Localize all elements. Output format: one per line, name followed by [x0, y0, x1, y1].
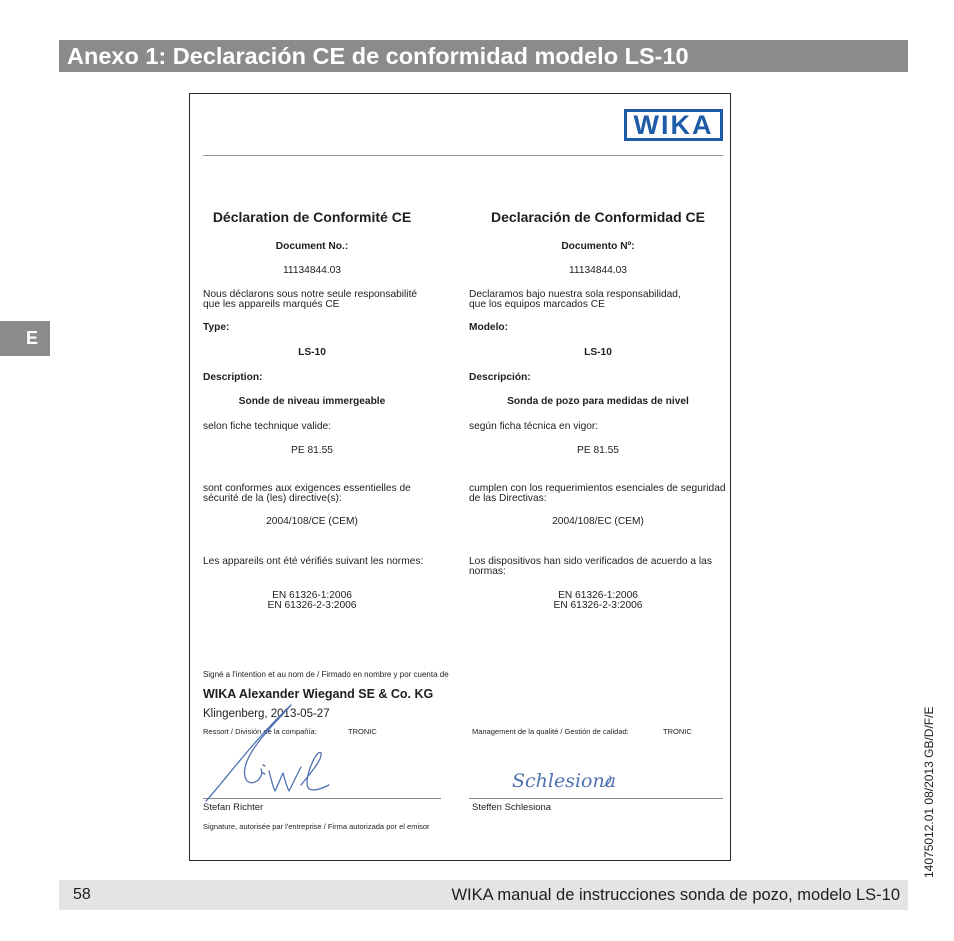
handwritten-signature-left [203, 701, 343, 806]
description-value-fr: Sonde de niveau immergeable [238, 396, 386, 407]
column-title-fr: Déclaration de Conformité CE [212, 209, 412, 225]
intro-line: Declaramos bajo nuestra sola responsabilidad, [469, 289, 681, 300]
header-divider [203, 155, 723, 156]
datasheet-value-fr: PE 81.55 [291, 445, 333, 456]
datasheet-label-es: según ficha técnica en vigor: [469, 421, 599, 432]
norms-line: normas: [469, 566, 506, 577]
intro-es [469, 290, 681, 310]
norm-item: EN 61326-2-3:2006 [267, 600, 357, 611]
norm-item: EN 61326-2-3:2006 [553, 600, 643, 611]
norm-item: EN 61326-1:2006 [558, 590, 638, 601]
datasheet-label-fr: selon fiche technique valide: [203, 421, 331, 432]
signatory-name-left: Stefan Richter [203, 802, 264, 813]
directive-line: sont conformes aux exigences essentielles de [203, 483, 411, 494]
doc-no-fr: 11134844.03 [283, 265, 341, 276]
signature-authorization-note: Signature, autorisée par l'entreprise / Firma autorizada por el emisor [203, 822, 430, 831]
signature-stroke [206, 705, 329, 801]
signed-on-behalf-note: Signé a l'intention et au nom de / Firmado en nombre y por cuenta de [203, 670, 449, 679]
column-title-es: Declaración de Conformidad CE [491, 209, 705, 225]
intro-line: que les appareils marqués CE [203, 299, 340, 310]
doc-no-es: 11134844.03 [569, 265, 627, 276]
place-date: Klingenberg, 2013-05-27 [203, 708, 330, 720]
description-label-es: Descripción: [469, 372, 531, 383]
type-label-fr: Type: [203, 322, 230, 333]
directive-value-fr: 2004/108/CE (CEM) [266, 516, 358, 527]
page-number: 58 [73, 886, 91, 903]
section-title: Anexo 1: Declaración CE de conformidad modelo LS-10 [67, 43, 689, 69]
doc-no-label-fr: Document No.: [275, 241, 349, 252]
norms-list-es [469, 591, 727, 611]
norms-line: Les appareils ont été vérifiés suivant les normes: [203, 556, 424, 567]
type-value-es: LS-10 [584, 347, 612, 358]
norms-text-fr [203, 557, 423, 567]
norms-text-es [469, 557, 712, 577]
signature-line-right [469, 798, 723, 799]
handwritten-signature-right [506, 763, 616, 797]
norms-list-fr [203, 591, 421, 611]
directive-value-es: 2004/108/EC (CEM) [552, 516, 644, 527]
description-label-fr: Description: [203, 372, 263, 383]
company-name: WIKA Alexander Wiegand SE & Co. KG [203, 687, 434, 701]
type-label-es: Modelo: [469, 322, 509, 333]
intro-line: que los equipos marcados CE [469, 299, 605, 310]
signature-text: Schlesiona [512, 770, 617, 792]
quality-management-value: TRONIC [663, 727, 692, 736]
quality-management-label: Management de la qualité / Gestión de calidad: [472, 727, 629, 736]
directive-text-es [469, 484, 726, 504]
directive-line: de las Directivas: [469, 493, 547, 504]
manual-title: WIKA manual de instrucciones sonda de pozo, modelo LS-10 [451, 886, 900, 904]
intro-fr [203, 290, 417, 310]
signatory-name-right: Steffen Schlesiona [472, 802, 552, 813]
logo-text: WIKA [633, 110, 714, 140]
directive-text-fr [203, 484, 411, 504]
datasheet-value-es: PE 81.55 [577, 445, 619, 456]
type-value-fr: LS-10 [298, 347, 326, 358]
page-footer [59, 880, 908, 910]
norms-line: Los dispositivos han sido verificados de acuerdo a las [469, 556, 712, 567]
division-label: Ressort / División de la compañía: [203, 727, 317, 736]
division-value: TRONIC [348, 727, 377, 736]
intro-line: Nous déclarons sous notre seule responsabilité [203, 289, 418, 300]
wika-logo [624, 109, 723, 141]
description-value-es: Sonda de pozo para medidas de nivel [507, 396, 689, 407]
language-tab: E [0, 321, 50, 356]
declaration-document [189, 93, 731, 861]
directive-line: sécurité de la (les) directive(s): [203, 493, 342, 504]
doc-no-label-es: Documento Nº: [561, 241, 635, 252]
document-code: 14075012.01 08/2013 GB/D/F/E [922, 706, 936, 878]
norm-item: EN 61326-1:2006 [272, 590, 352, 601]
section-header-bar [59, 40, 908, 72]
directive-line: cumplen con los requerimientos esenciales de seguridad [469, 483, 726, 494]
